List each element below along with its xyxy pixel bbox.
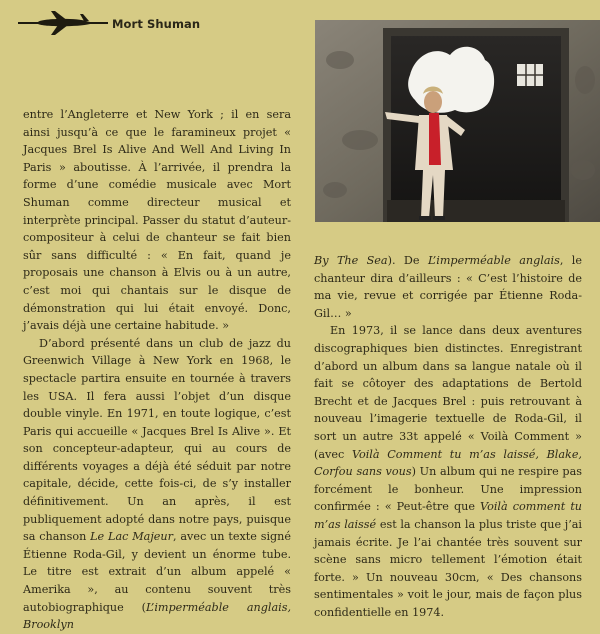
left-column (23, 106, 291, 634)
left-paragraph-2: D’abord présenté dans un club de jazz du Greenwich Village à New York en 1968, le spectacle partira ensuite en tournée à travers les USA. Il fera aussi l’objet d’un disque double vinyle. En 1971, en toute logique, c’est Paris qui accueille « Jacques Brel Is Alive ». Et son concepteur-adapteur, qui au cours de différents voyages a déjà été séduit par notre capitale, décide, cette fois-ci, de s’y installer définitivement. Un an après, il est publiquement adopté dans notre pays, puisque sa chanson Le Lac Majeur, avec un texte signé Étienne Roda-Gil, y devient un énorme tube. Le titre est extrait d’un album appelé « Amerika », au contenu souvent très autobiographique (L’imperméable anglais, Brooklyn (23, 336, 292, 632)
right-paragraph-2: En 1973, il se lance dans deux aventures discographiques bien distinctes. Enregistrant d’abord un album dans sa langue natale où il fait se côtoyer des adaptations de Bertold Brecht et de Jacques Brel : puis retrouvant à nouveau l’imagerie textuelle de Roda-Gil, il sort un autre 33t appelé « Voilà Comment » (avec Voilà Comment tu m’as laissé, Blake, Corfou sans vous) Un album qui ne respire pas forcément le bonheur. Une impression confirmée : « Peut-être que Voilà comment tu m’as laissé est la chanson la plus triste que j’ai jamais écrite. Je l’ai chantée très souvent sur scène sans micro tellement l’émotion était forte. » Un nouveau 30cm, « Des chansons sentimentales » voit le jour, mais de façon plus confidentielle en 1974. (314, 324, 583, 619)
right-column (314, 252, 582, 621)
page-title: Mort Shuman (112, 17, 201, 31)
left-paragraph-1: entre l’Angleterre et New York ; il en sera ainsi jusqu’à ce que le faramineux projet « Jacques Brel Is Alive And Well And Living In Paris » aboutisse. À l’arrivée, il prendra la forme d’une comédie musicale avec Mort Shuman comme directeur musical et interprète principal. Passer du statut d’auteur-compositeur à celui de chanteur se fait bien sûr sans difficulté : « En fait, quand je proposais une chanson à Elvis ou à un autre, c’est moi qui chantais sur le disque de démonstration qui lui était envoyé. Donc, j’avais déjà une certaine habitude. » (23, 108, 291, 333)
airplane-icon (18, 10, 108, 36)
right-paragraph-1: By The Sea). De L’imperméable anglais, le chanteur dira d’ailleurs : « C’est l’histoire de ma vie, revue et corrigée par Étienne Roda-Gil… » (314, 254, 582, 320)
photo-man-in-doorway (315, 20, 600, 222)
